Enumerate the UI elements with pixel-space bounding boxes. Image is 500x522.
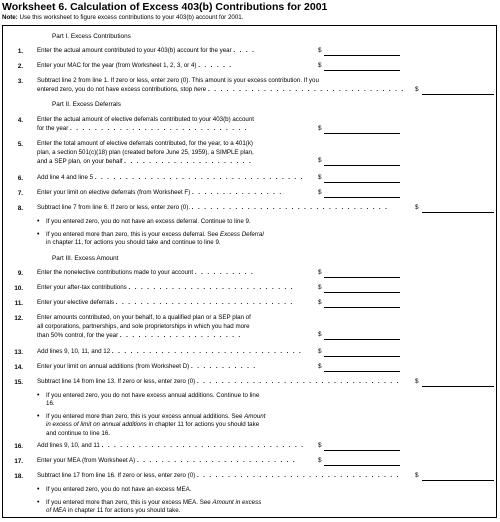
- line-13-amount-field[interactable]: [324, 348, 400, 357]
- line-5-number: 5.: [17, 141, 23, 148]
- line-3-number: 3.: [17, 78, 23, 85]
- line-8-bullet-zero: • If you entered zero, you do not have an excess deferral. Continue to line 9.: [37, 218, 251, 225]
- line-8-bullet-more: • If you entered more than zero, this is your excess deferral. See Excess Deferral in chapter 11, for actions you should take and continue to line 9.: [37, 231, 264, 247]
- line-17-number: 17.: [14, 458, 23, 465]
- line-4-number: 4.: [17, 117, 23, 124]
- line-14-dollar: $: [318, 363, 322, 370]
- line-12-dollar: $: [318, 331, 322, 338]
- line-8-amount-field[interactable]: [422, 204, 494, 213]
- part-2-heading: Part II. Excess Deferrals: [52, 101, 121, 108]
- line-5-amount-field[interactable]: [324, 157, 400, 166]
- line-5-dollar: $: [318, 157, 322, 164]
- line-13-number: 13.: [14, 349, 23, 356]
- line-1-dollar: $: [318, 47, 322, 54]
- worksheet-title: Worksheet 6. Calculation of Excess 403(b) Contributions for 2001: [2, 1, 328, 13]
- line-14-text: Enter your limit on annual additions (from Worksheet D) . . . . . . . . . . .: [37, 363, 257, 370]
- worksheet-note: [2, 14, 243, 21]
- line-2-text: Enter your MAC for the year (from Worksheet 1, 2, 3, or 4) . . . . . .: [37, 62, 233, 69]
- line-3-text: Subtract line 2 from line 1. If zero or less, enter zero (0). This amount is your excess contribution. If you entered zero, you do not have excess contributions, stop here . . . . . . . . . . . . . . . . . . . . . . . . . . . . . . . .: [37, 77, 405, 93]
- line-18-number: 18.: [14, 473, 23, 480]
- line-18-dollar: $: [415, 472, 419, 479]
- line-9-amount-field[interactable]: [324, 269, 400, 278]
- line-6-dollar: $: [318, 174, 322, 181]
- line-7-number: 7.: [17, 190, 23, 197]
- line-12-amount-field[interactable]: [324, 331, 400, 340]
- line-1-amount-field[interactable]: [324, 47, 400, 56]
- line-15-text: Subtract line 14 from line 13. If zero or less, enter zero (0) . . . . . . . . . . . . . . . . . . . . . . . . . . . . . . . . .: [37, 378, 400, 385]
- line-1-text: Enter the actual amount contributed to your 403(b) account for the year . . . .: [37, 47, 256, 54]
- line-9-number: 9.: [17, 270, 23, 277]
- line-17-text: Enter your MEA (from Worksheet A) . . . . . . . . . . . . . . . . . . . . . . . . . .: [37, 457, 297, 464]
- line-6-text: Add line 4 and line 5 . . . . . . . . . . . . . . . . . . . . . . . . . . . . . . . . . .: [37, 174, 304, 181]
- line-18-bullet-zero: • If you entered zero, you do not have an excess MEA.: [37, 486, 192, 493]
- line-14-amount-field[interactable]: [324, 363, 400, 372]
- line-8-text: Subtract line 7 from line 6. If zero or less, enter zero (0). . . . . . . . . . . . . . . . . . . . . . . . . . . . . . . . .: [37, 204, 389, 211]
- line-15-bullet-zero: • If you entered zero, you do not have excess annual additions. Continue to line 16.: [37, 392, 260, 408]
- line-15-bullet-more: • If you entered more than zero, this is your excess annual additions. See Amount in excess of limit on annual additions in chapter 11 for actions you should take and continue to line 16.: [37, 413, 266, 437]
- line-17-dollar: $: [318, 457, 322, 464]
- line-13-text: Add lines 9, 10, 11, and 12 . . . . . . . . . . . . . . . . . . . . . . . . . . . . . . .: [37, 348, 303, 355]
- line-4-dollar: $: [318, 125, 322, 132]
- line-10-amount-field[interactable]: [324, 284, 400, 293]
- line-3-amount-field[interactable]: [422, 86, 494, 95]
- line-9-text: Enter the nonelective contributions made to your account . . . . . . . . . .: [37, 269, 255, 276]
- line-9-dollar: $: [318, 269, 322, 276]
- part-1-heading: Part I. Excess Contributions: [52, 33, 131, 40]
- line-11-number: 11.: [14, 300, 23, 307]
- line-16-dollar: $: [318, 442, 322, 449]
- line-1-number: 1.: [17, 48, 23, 55]
- line-18-text: Subtract line 17 from line 16. If zero or less, enter zero (0) . . . . . . . . . . . . . . . . . . . . . . . . . . . . . . . . .: [37, 472, 400, 479]
- line-2-number: 2.: [17, 63, 23, 70]
- line-14-number: 14.: [14, 364, 23, 371]
- line-2-dollar: $: [318, 62, 322, 69]
- line-18-amount-field[interactable]: [422, 472, 494, 481]
- line-8-number: 8.: [17, 205, 23, 212]
- line-7-dollar: $: [318, 189, 322, 196]
- line-18-bullet-more: • If you entered more than zero, this is your excess MEA. See Amount in excess of MEA in chapter 11 for actions you should take.: [37, 499, 262, 515]
- worksheet-box: [2, 25, 497, 518]
- line-6-amount-field[interactable]: [324, 174, 400, 183]
- line-15-amount-field[interactable]: [422, 378, 494, 387]
- line-10-number: 10.: [14, 285, 23, 292]
- part-3-heading: Part III. Excess Amount: [52, 255, 119, 262]
- line-15-dollar: $: [415, 378, 419, 385]
- line-11-text: Enter your elective deferrals . . . . . . . . . . . . . . . . . . . . . . . . . . . . .: [37, 299, 294, 306]
- line-11-amount-field[interactable]: [324, 299, 400, 308]
- line-10-dollar: $: [318, 284, 322, 291]
- line-16-amount-field[interactable]: [324, 442, 400, 451]
- line-4-text: Enter the actual amount of elective deferrals contributed to your 403(b) account for the year . . . . . . . . . . . . . . . . . . . . . . . . . . . . .: [37, 116, 255, 132]
- line-6-number: 6.: [17, 175, 23, 182]
- line-17-amount-field[interactable]: [324, 457, 400, 466]
- line-5-text: Enter the total amount of elective deferrals contributed, for the year, to a 401(k) plan, a section 501(c)(18) plan (created before June 25, 1959), a SIMPLE plan, and a SEP plan, on your behalf . . . . . . . . . . . . . . . . . . . . .: [37, 140, 254, 165]
- line-7-text: Enter your limit on elective deferrals (from Worksheet F) . . . . . . . . . . . . . . .: [37, 189, 283, 196]
- line-3-dollar: $: [415, 86, 419, 93]
- line-10-text: Enter your after-tax contributions . . . . . . . . . . . . . . . . . . . . . . . . . . .: [37, 284, 294, 291]
- note-label: Note:: [2, 14, 18, 21]
- line-7-amount-field[interactable]: [324, 189, 400, 198]
- line-2-amount-field[interactable]: [324, 62, 400, 71]
- line-16-text: Add lines 9, 10, and 11 . . . . . . . . . . . . . . . . . . . . . . . . . . . . . . . . .: [37, 442, 305, 449]
- note-text: Use this worksheet to figure excess contributions to your 403(b) account for 2001.: [19, 14, 244, 21]
- line-16-number: 16.: [14, 443, 23, 450]
- line-11-dollar: $: [318, 299, 322, 306]
- line-12-number: 12.: [14, 315, 23, 322]
- line-15-number: 15.: [14, 379, 23, 386]
- line-12-text: Enter amounts contributed, on your behalf, to a qualified plan or a SEP plan of all corporations, partnerships, and sole proprietorships in which you had more than 50% control, for the year . . . . . . . . . . . . . . . . . . . .: [37, 314, 251, 339]
- line-4-amount-field[interactable]: [324, 125, 400, 134]
- line-13-dollar: $: [318, 348, 322, 355]
- line-8-dollar: $: [415, 204, 419, 211]
